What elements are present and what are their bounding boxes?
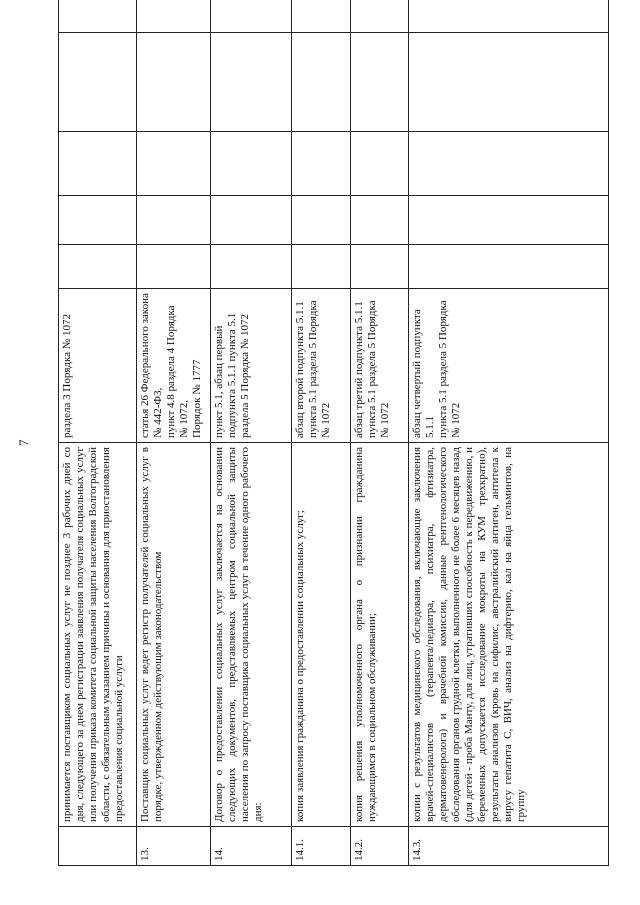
empty-cell bbox=[292, 196, 351, 245]
rotated-table-container bbox=[58, 16, 608, 866]
row-number bbox=[59, 827, 137, 866]
row-description: принимается поставщиком социальных услуг не позднее 3 рабочих дней со дня, следующего за днем регистрации заявления получателя социальных услуг или получения приказа комитета социальной защиты населения Волгоградской области, с обязательным указанием причины и основания для приостановления предоставления социальной услуги bbox=[59, 443, 137, 827]
empty-cell bbox=[409, 33, 609, 132]
empty-cell bbox=[409, 245, 609, 289]
row-legal-basis bbox=[59, 289, 137, 443]
table-row bbox=[59, 0, 137, 866]
empty-cell bbox=[137, 245, 211, 289]
row-number: 14.2. bbox=[351, 827, 409, 866]
row-legal-basis bbox=[351, 289, 409, 443]
empty-cell bbox=[59, 132, 137, 196]
empty-cell bbox=[292, 0, 351, 33]
table-row bbox=[292, 0, 351, 866]
row-legal-basis bbox=[211, 289, 292, 443]
empty-cell bbox=[211, 33, 292, 132]
empty-cell bbox=[59, 33, 137, 132]
empty-cell bbox=[59, 245, 137, 289]
empty-cell bbox=[137, 132, 211, 196]
empty-cell bbox=[351, 0, 409, 33]
empty-cell bbox=[137, 0, 211, 33]
row-description: Поставщик социальных услуг ведет регистр получателей социальных услуг в порядке, утвержденном действующим законодательством bbox=[137, 443, 211, 827]
empty-cell bbox=[211, 0, 292, 33]
empty-cell bbox=[211, 245, 292, 289]
basis-line: пункт 5.1, абзац первый подпункта 5.1.1 пункта 5.1 раздела 5 Порядка № 1072 bbox=[213, 312, 251, 438]
row-legal-basis bbox=[137, 289, 211, 443]
empty-cell bbox=[211, 196, 292, 245]
empty-cell bbox=[351, 132, 409, 196]
empty-cell bbox=[351, 245, 409, 289]
basis-line: раздела 3 Порядка № 1072 bbox=[61, 313, 73, 438]
empty-cell bbox=[59, 0, 137, 33]
row-description: копия заявления гражданина о предоставлении социальных услуг; bbox=[292, 443, 351, 827]
row-number: 14.3. bbox=[409, 827, 609, 866]
empty-cell bbox=[351, 196, 409, 245]
empty-cell bbox=[292, 132, 351, 196]
row-description: копии с результатов медицинского обследования, включающие заключения врачей-специалистов (терапевта/педиатра, психиатра, фтизиатра, дерматовенеролога) и врачебной комиссии, данные рентгенологического обследования органов грудной клетки, выполненного не более 6 месяцев назад (для детей - проба Манту, для лиц, утративших способность к передвижению, и беременных допускается исследование мокроты на КУМ трехкратно), результаты анализов (кровь на сифилис, австралийский антиген, антитела к вирусу гепатита С, ВИЧ, анализ на дифтерию, кал на яйца гельминтов, на группу bbox=[409, 443, 609, 827]
table-row bbox=[351, 0, 409, 866]
basis-line: № 1072 bbox=[379, 402, 391, 438]
empty-cell bbox=[137, 33, 211, 132]
table-row bbox=[211, 0, 292, 866]
row-number: 14.1. bbox=[292, 827, 351, 866]
row-number: 14. bbox=[211, 827, 292, 866]
regulation-table bbox=[58, 0, 609, 866]
basis-line: пункт 4.8 раздела 4 Порядка № 1072, bbox=[165, 305, 190, 438]
basis-line: пункта 5.1 раздела 5 Порядка bbox=[437, 300, 449, 438]
empty-cell bbox=[59, 196, 137, 245]
empty-cell bbox=[409, 0, 609, 33]
basis-line: абзац второй подпункта 5.1.1 bbox=[294, 301, 306, 438]
basis-line: пункта 5.1 раздела 5 Порядка bbox=[307, 300, 319, 438]
row-description: копия решения уполномоченного органа о признании гражданина нуждающимся в социальном обслуживании; bbox=[351, 443, 409, 827]
basis-line: Порядок № 1777 bbox=[191, 359, 203, 438]
basis-line: абзац третий подпункта 5.1.1 bbox=[353, 301, 365, 438]
basis-line: абзац четвертый подпункта 5.1.1 bbox=[411, 309, 436, 438]
row-description: Договор о предоставлении социальных услуг заключается на основании следующих документов, представляемых центром социальной защиты населения по запросу поставщика социальных услуг в течение одного рабочего дня: bbox=[211, 443, 292, 827]
row-legal-basis bbox=[409, 289, 609, 443]
row-legal-basis bbox=[292, 289, 351, 443]
empty-cell bbox=[409, 132, 609, 196]
empty-cell bbox=[137, 196, 211, 245]
page-number: 7 bbox=[16, 439, 31, 446]
table-row bbox=[409, 0, 609, 866]
empty-cell bbox=[292, 33, 351, 132]
table-row bbox=[137, 0, 211, 866]
basis-line: статья 26 Федерального закона № 442-ФЗ, bbox=[139, 293, 164, 438]
row-number: 13. bbox=[137, 827, 211, 866]
empty-cell bbox=[409, 196, 609, 245]
empty-cell bbox=[292, 245, 351, 289]
basis-line: № 1072 bbox=[450, 402, 462, 438]
basis-line: № 1072 bbox=[320, 402, 332, 438]
empty-cell bbox=[211, 132, 292, 196]
basis-line: пункта 5.1 раздела 5 Порядка bbox=[366, 300, 378, 438]
empty-cell bbox=[351, 33, 409, 132]
